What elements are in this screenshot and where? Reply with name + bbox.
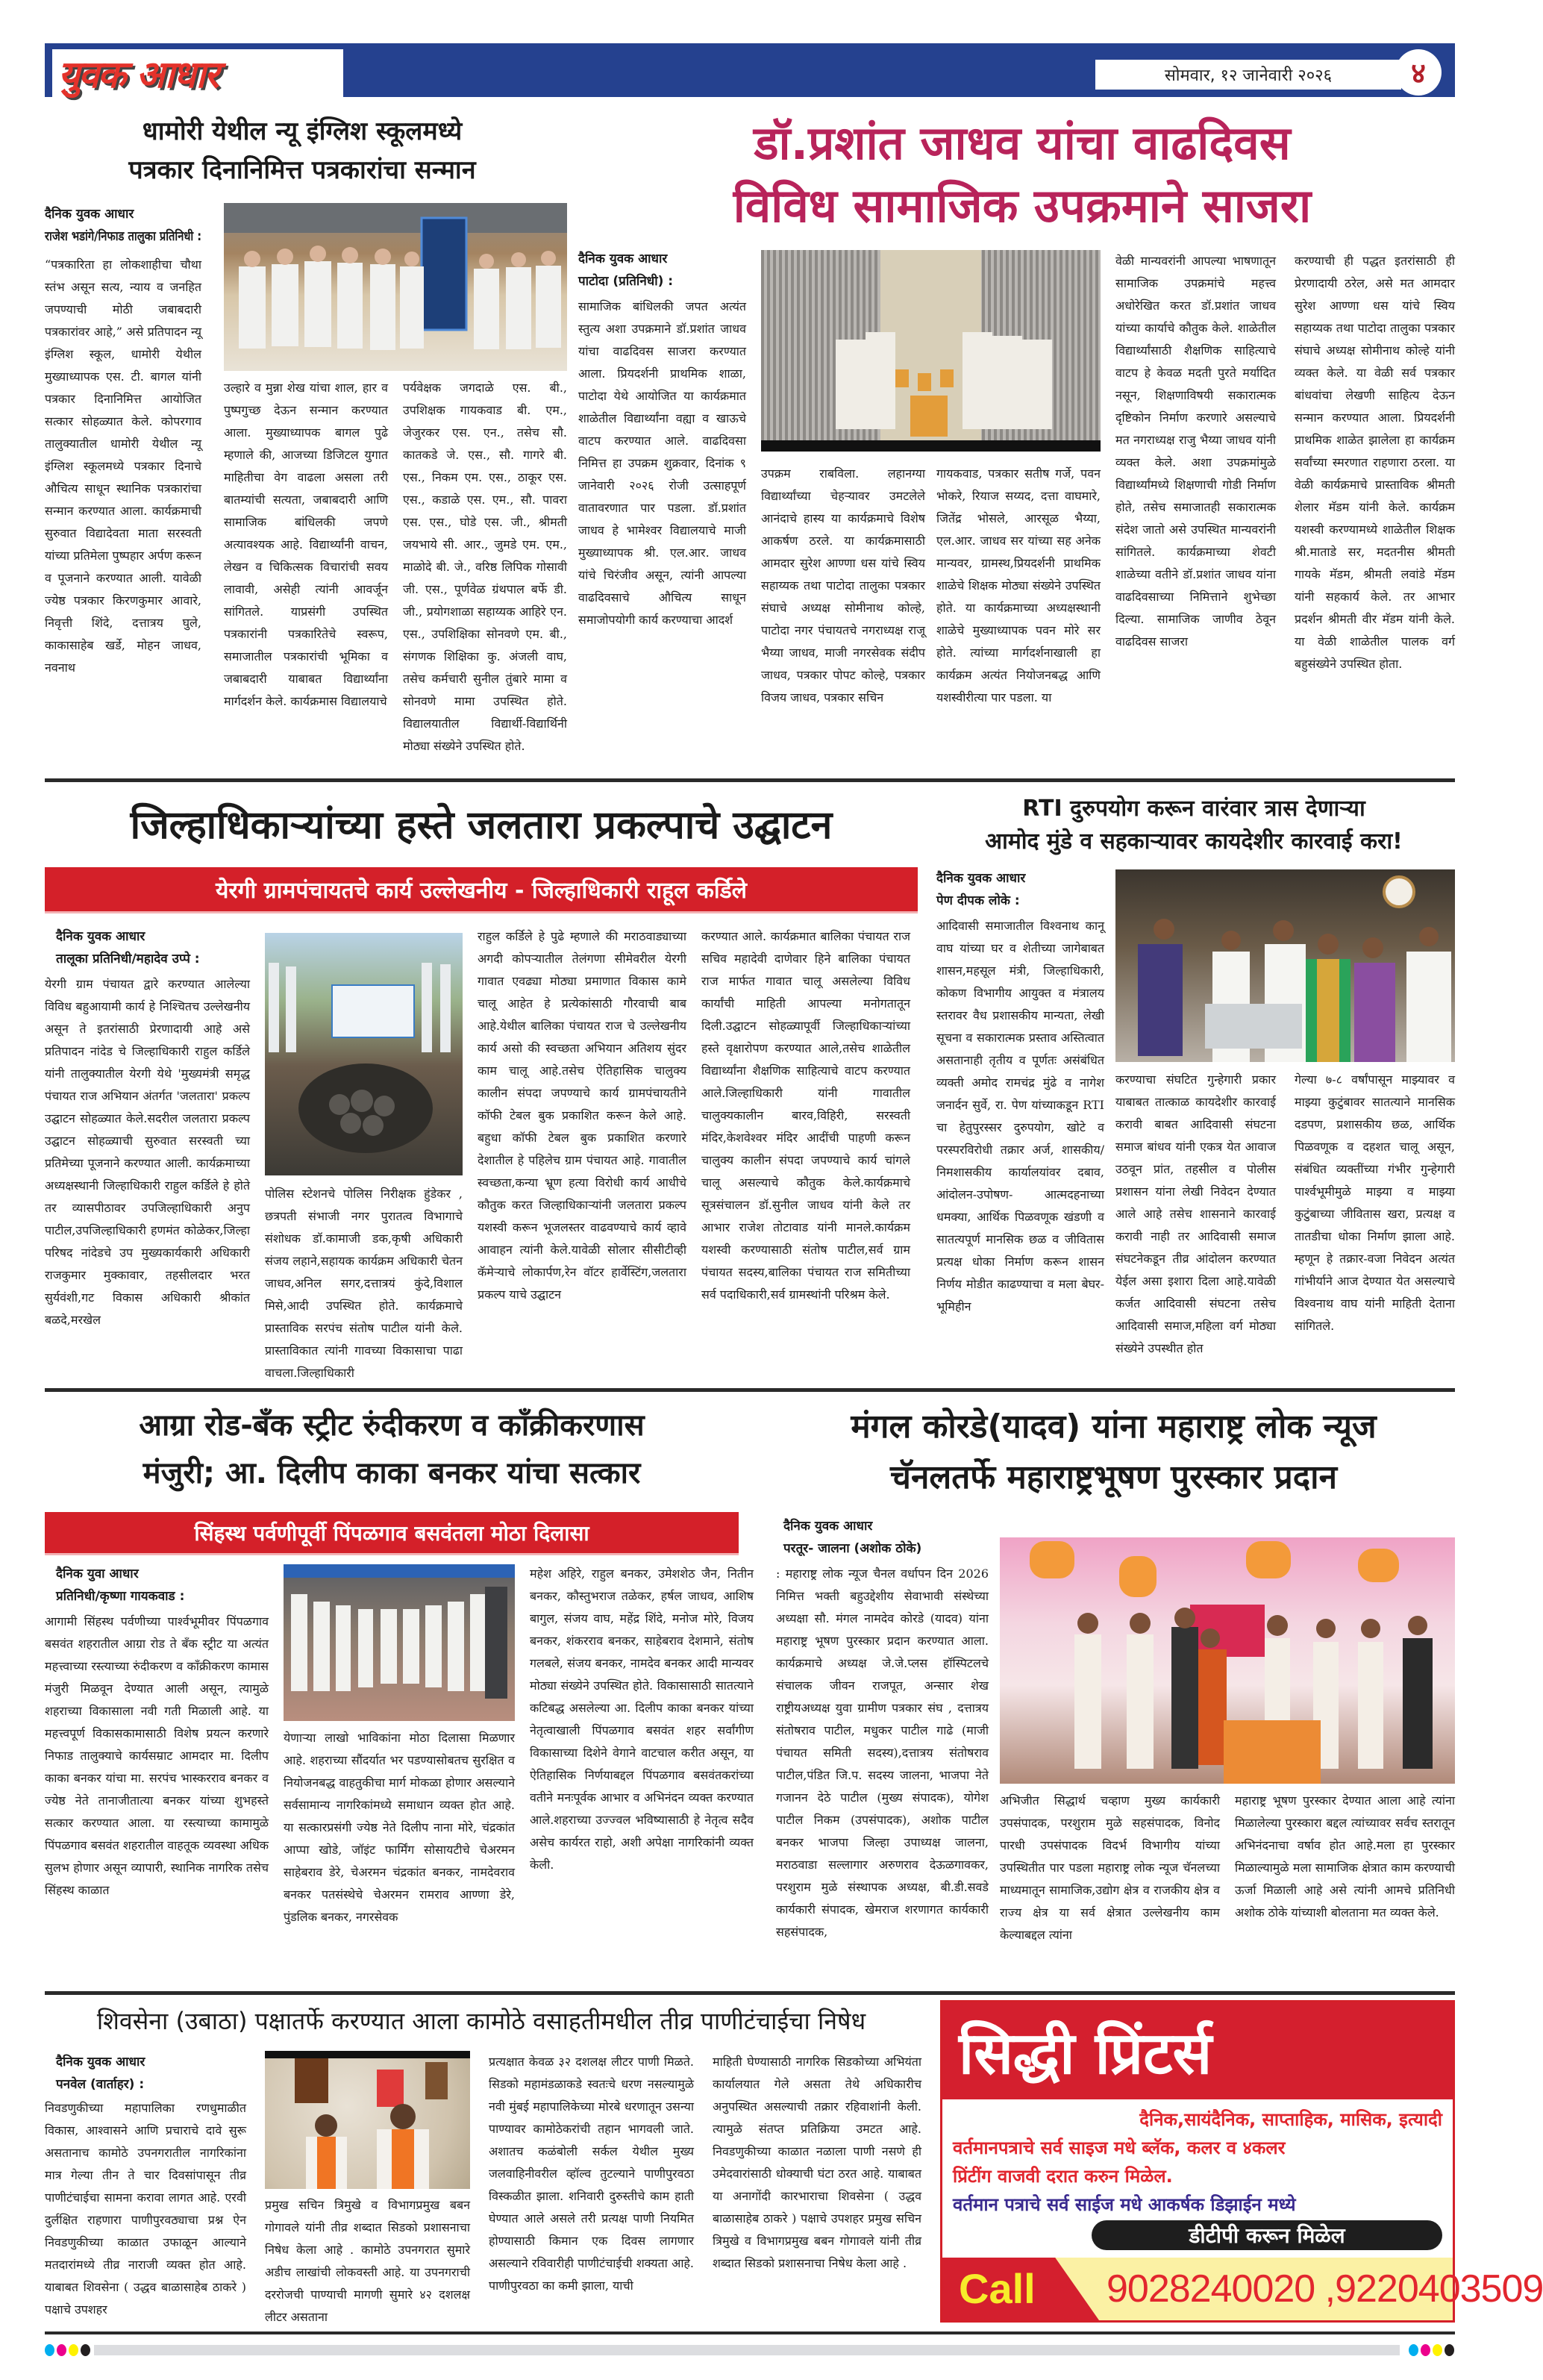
ad-line-3 [953, 2164, 1442, 2189]
article2-column-4: वेळी मान्यवरांनी आपल्या भाषणातून सामाजिक उपक्रमांचे महत्त्व अधोरेखित करत डॉ.प्रशांत जाधव यांच्या कार्याचे कौतुक केले. शाळेतील विद्यार्थ्यांसाठी शैक्षणिक साहित्याचे वाटप हे केवळ मदती पुरते मर्यादित नसून, शिक्षणाविषयी सकारात्मक दृष्टिकोन निर्माण करणारे असल्याचे मत नगराध्यक्ष राजु भैय्या जाधव यांनी व्यक्त केले. अशा उपक्रमांमुळे विद्यार्थ्यांमध्ये शिक्षणाची गोडी निर्माण होते, तसेच समाजातही सकारात्मक संदेश जातो असे उपस्थित मान्यवरांनी सांगितले. कार्यक्रमाच्या शेवटी शाळेच्या वतीने डॉ.प्रशांत जाधव यांना वाढदिवसाच्या निमित्ताने शुभेच्छा दिल्या. सामाजिक जाणीव ठेवून वाढदिवस साजरा [1115, 254, 1276, 649]
article1-column-2: उल्हारे व मुन्ना शेख यांचा शाल, हार व पुष्पगुच्छ देऊन सन्मान करण्यात आला. मुख्याध्यापक बागल पुढे म्हणाले की, आजच्या डिजिटल युगात माहितीचा वेग वाढला असला तरी बातम्यांची सत्यता, जबाबदारी आणि सामाजिक बांधिलकी जपणे अत्यावश्यक आहे. विद्यार्थ्यांनी वाचन, लेखन व चिकित्सक विचारांची सवय लावावी, असेही त्यांनी आवर्जून सांगितले. याप्रसंगी उपस्थित पत्रकारांनी पत्रकारितेचे स्वरूप, समाजातील पत्रकारांची भूमिका व जबाबदारी याबाबत विद्यार्थ्यांना मार्गदर्शन केले. कार्यक्रमास विद्यालयाचे [224, 381, 388, 708]
headline-line: विविध सामाजिक उपक्रमाने साजरा [733, 178, 1312, 233]
article5-headline [45, 1402, 739, 1503]
section-divider [45, 1388, 1455, 1392]
byline-reporter: पनवेल (वार्ताहर) : [56, 2077, 145, 2092]
article4-column-2: करण्याचा संघटित गुन्हेगारी प्रकार याबाबत तात्काळ कायदेशीर कारवाई करावी बाबत आदिवासी संघटना समाज बांधव यांनी एकत्र येत आवाज उठवून प्रांत, तहसील व पोलीस प्रशासन यांना लेखी निवेदन देण्यात आले आहे तसेच शासनाने कारवाई करावी नाही तर आदिवासी समाज संघटनेकडून तीव्र आंदोलन करण्यात येईल असा इशारा दिला आहे.यावेळी कर्जत आदिवासी संघटना तसेच आदिवासी समाज,महिला वर्ग मोठ्या संख्येने उपस्थीत होत [1115, 1072, 1276, 1355]
headline-line: आग्रा रोड-बँक स्ट्रीट रुंदीकरण व काँक्रीकरणास [139, 1408, 645, 1443]
article3-column-3: राहुल कर्डिले हे पुढे म्हणाले की मराठवाड्याच्या अगदी कोपऱ्यातील तेलंगणा सीमेवरील येरगी गावात एवढ्या मोठ्या प्रमाणात विकास कामे चालू आहेत हे प्रत्येकांसाठी गौरवाची बाब आहे.येथील बालिका पंचायत राज चे उल्लेखनीय कार्य असो की स्वच्छता अभियान अतिशय सुंदर काम चालू आहे.तसेच ऐतिहासिक चालुक्य कालीन संपदा जपण्याचे कार्य ग्रामपंचायतीने कॉफी टेबल बुक प्रकाशित करून केले आहे. बहुधा कॉफी टेबल बुक प्रकाशित करणारे देशातील हे पहिलेच ग्राम पंचायत आहे. गावातील स्वच्छता,कन्या भ्रूण हत्या विरोधी कार्य आधीचे कौतुक करत जिल्हाधिकाऱ्यांनी जलतारा प्रकल्प यशस्वी करून भूजलस्तर वाढवण्याचे कार्य व्हावे आवाहन त्यांनी केले.यावेळी सोलार सीसीटीव्ही कॅमेऱ्याचे लोकार्पण,रेन वॉटर हार्वेस्टिंग,जलतारा प्रकल्प याचे उद्घाटन [478, 929, 686, 1302]
newspaper-logo [52, 49, 343, 97]
article7-headline [45, 2002, 918, 2042]
article7-column-2: प्रमुख सचिन त्रिमुखे व विभागप्रमुख बबन गोगावले यांनी तीव्र शब्दात सिडको प्रशासनाचा निषेध केला आहे . कामोठे उपनगरात सुमारे अडीच लाखांची लोकवस्ती आहे. या उपनगराची दररोजची पाण्याची मागणी सुमारे ४२ दशलक्ष लीटर असताना [265, 2198, 470, 2324]
article2-column-3: गायकवाड, पत्रकार सतीष गर्जे, पवन भोकरे, रियाज सय्यद, दत्ता वाघमारे, जितेंद्र भोसले, आरसूळ भैय्या, एल.आर. जाधव सर यांच्या सह अनेक मान्यवर, ग्रामस्थ,प्रियदर्शनी प्राथमिक शाळेचे शिक्षक मोठ्या संख्येने उपस्थित होते. या कार्यक्रमाच्या अध्यक्षस्थानी शाळेचे मुख्याध्यापक पवन मोरे सर होते. त्यांच्या मार्गदर्शनाखाली हा कार्यक्रम अत्यंत नियोजनबद्ध आणि यशस्वीरीत्या पार पडला. या [936, 466, 1101, 705]
group-photo-icon [761, 250, 1101, 452]
ad-line-text: दैनिक,सायंदैनिक, साप्ताहिक, मासिक, इत्यादी [1139, 2109, 1442, 2130]
headline-line: मंगल कोरडे(यादव) यांना महाराष्ट्र लोक न्यूज [851, 1408, 1377, 1446]
byline-paper: दैनिक युवा आधार [56, 1567, 139, 1581]
section-divider [45, 1991, 1455, 1995]
article6-column-1: : महाराष्ट्र लोक न्यूज चैनल वर्धापन दिन 2026 निमित्त भक्ती बहुउद्देशीय सेवाभावी संस्थेच्या अध्यक्षा सौ. मंगल नामदेव कोरडे (यादव) यांना महाराष्ट्र भूषण पुरस्कार प्रदान करण्यात आला. कार्यक्रमाचे अध्यक्ष जे.जे.प्लस हॉस्पिटलचे संचालक जीवन राजपूत, अन्सार शेख राष्ट्रीयअध्यक्ष युवा ग्रामीण पत्रकार संघ , दत्तात्रय संतोषराव पाटील, मधुकर पाटील गाढे (माजी पंचायत समिती सदस्य),दत्तात्रय संतोषराव पाटील,पंडित जि.प. सदस्य जालना, भाजपा नेते गजानन देठे पाटील (मुख्य संपादक), योगेश पाटील निकम (उपसंपादक), अशोक पाटील बनकर भाजपा जिल्हा उपाध्यक्ष जालना, मराठवाडा सल्लागार अरुणराव देऊळगावकर, परशुराम मुळे संस्थापक अध्यक्ष, बी.डी.सवडे कार्यकारी संपादक, खेमराज शरणागत कार्यकारी सहसंपादक, [776, 1567, 989, 1939]
article1-column-1: “पत्रकारिता हा लोकशाहीचा चौथा स्तंभ असून सत्य, न्याय व जनहित जपण्याची मोठी जबाबदारी पत्रकारांवर आहे,” असे प्रतिपादन न्यू इंग्लिश स्कूल, धामोरी येथील मुख्याध्यापक एस. टी. बागल यांनी पत्रकार दिनानिमित्त आयोजित सत्कार सोहळ्यात केले. कोपरगाव तालुक्यातील धामोरी येथील न्यू इंग्लिश स्कूलमध्ये पत्रकार दिनाचे औचित्य साधून स्थानिक पत्रकारांचा सन्मान करण्यात आला. कार्यक्रमाची सुरुवात विद्यादेवता माता सरस्वती यांच्या प्रतिमेला पुष्पहार अर्पण करून व पूजनाने करण्यात आली. यावेळी ज्येष्ठ पत्रकार किरणकुमार आवारे, निवृत्ती शिंदे, दत्तात्रय घुले, काकासाहेब खर्डे, मोहन जाधव, नवनाथ [45, 257, 201, 675]
article4-byline [936, 867, 1104, 912]
article7-column-4: माहिती घेण्यासाठी नागरिक सिडकोच्या अभियंता कार्यालयात गेले असता तेथे अधिकारीच अनुपस्थित असल्याची तक्रार रहिवाशांनी केली. त्यामुळे संतप्त प्रतिक्रिया उमटत आहे. निवडणुकीच्या काळात नळाला पाणी नसणे ही उमेदवारांसाठी धोक्याची घंटा ठरत आहे. याबाबत या अनागोंदी कारभाराचा शिवसेना ( उद्धव बाळासाहेब ठाकरे ) पक्षाचे उपशहर प्रमुख सचिन त्रिमुखे व विभागप्रमुख बबन गोगावले यांनी तीव्र शब्दात सिडको प्रशासनाचा निषेध केला आहे . [713, 2055, 921, 2270]
masthead [45, 43, 1455, 97]
group-photo-icon [265, 933, 463, 1175]
registration-dot-magenta [57, 2344, 66, 2356]
registration-dot-yellow [1433, 2344, 1442, 2356]
article5-column-1: आगामी सिंहस्थ पर्वणीच्या पार्श्वभूमीवर पिंपळगाव बसवंत शहरातील आग्रा रोड ते बँक स्ट्रीट या अत्यंत महत्त्वाच्या रस्त्याच्या रुंदीकरण व काँक्रीकरण कामास मंजुरी मिळवून देण्यात आली असून, त्यामुळे शहराच्या विकासाला नवी गती मिळाली आहे. या महत्त्वपूर्ण विकासकामासाठी विशेष प्रयत्न करणारे निफाड तालुक्याचे कार्यसम्राट आमदार मा. दिलीप काका बनकर यांचा मा. सरपंच भास्करराव बनकर व ज्येष्ठ नेते तानाजीतात्या बनकर यांच्या शुभहस्ते सत्कार करण्यात आला. या रस्त्याच्या कामामुळे पिंपळगाव बसवंत शहरातील वाहतूक व्यवस्था अधिक सुलभ होणार असून व्यापारी, स्थानिक नागरिक तसेच सिंहस्थ काळात [45, 1614, 269, 1897]
article3-banner [45, 867, 918, 913]
article4-photo [1115, 869, 1455, 1062]
article3-column-2: पोलिस स्टेशनचे पोलिस निरीक्षक हुंडेकर , छत्रपती संभाजी नगर पुरातत्व विभागाचे संशोधक डॉ.कामाजी डक,कृषी अधिकारी संजय लहाने,सहायक कार्यक्रम अधिकारी चेतन जाधव,अनिल सगर,दत्तात्रयं कुंदे,विशाल मिसे,आदी उपस्थित होते. कार्यक्रमाचे प्रास्ताविक सरपंच संतोष पाटील यांनी केले. प्रास्ताविकात त्यांनी गावच्या विकासाचा पाढा वाचला.जिल्हाधिकारी [265, 1187, 463, 1380]
registration-dot-cyan [45, 2344, 54, 2356]
article1-photo [224, 203, 567, 371]
article7-photo [265, 2051, 470, 2189]
article6-byline [783, 1515, 985, 1560]
registration-dot-black [81, 2344, 90, 2356]
headline-line: डॉ.प्रशांत जाधव यांचा वाढदिवस [754, 116, 1291, 170]
banner-text: सिंहस्थ पर्वणीपूर्वी पिंपळगाव बसवंतला मोठा दिलासा [194, 1520, 589, 1546]
byline-paper: दैनिक युवक आधार [56, 2055, 145, 2070]
article4-column-1: आदिवासी समाजातील विश्वनाथ कानू वाघ यांच्या घर व शेतीच्या जागेबाबत शासन,महसूल मंत्री, जिल्हाधिकारी, कोकण विभागीय आयुक्त व मंत्रालय स्तरावर वैध प्रशासकीय मान्यता, लेखी सूचना व सकारात्मक प्रस्ताव अस्तित्वात असतानाही तृतीय व पूर्णतः असंबंधित व्यक्ती अमोद रामचंद्र मुंढे व नागेश जनार्दन सुर्वे, रा. पेण यांच्याकडून RTI चा हेतुपुरस्सर दुरुपयोग, खोटे व परस्परविरोधी तक्रार अर्ज, शासकीय/निमशासकीय कार्यालयांवर दबाव, आंदोलन-उपोषण- आत्मदहनाच्या धमक्या, आर्थिक पिळवणूक खंडणी व सातत्यपूर्ण मानसिक छळ व जीवितास प्रत्यक्ष धोका निर्माण करून शासन निर्णय मोडीत काढण्याचा व मला बेघर-भूमिहीन [936, 919, 1104, 1314]
article5-column-3: महेश अहिरे, राहुल बनकर, उमेशशेठ जैन, नितीन बनकर, कौस्तुभराज तळेकर, हर्षल जाधव, आशिष बागुल, संजय वाघ, महेंद्र शिंदे, मनोज मोरे, विजय बनकर, शंकरराव बनकर, साहेबराव देशमाने, संतोष गलबले, संजय बनकर, नामदेव बनकर आदी मान्यवर मोठ्या संख्येने उपस्थित होते. विकासासाठी सातत्याने कटिबद्ध असलेल्या आ. दिलीप काका बनकर यांच्या नेतृत्वाखाली पिंपळगाव बसवंत शहर सर्वांगीण विकासाच्या दिशेने वेगाने वाटचाल करीत असून, या ऐतिहासिक निर्णयाबद्दल पिंपळगाव बसवंतकरांच्या वतीने मनःपूर्वक आभार व अभिनंदन व्यक्त करण्यात आले.शहराच्या उज्ज्वल भविष्यासाठी हे नेतृत्व सदैव असेच कार्यरत राहो, अशी अपेक्षा नागरिकांनी व्यक्त केली. [530, 1567, 754, 1872]
byline-paper: दैनिक युवक आधार [783, 1519, 873, 1534]
group-photo-icon [284, 1564, 515, 1721]
article7-byline [56, 2051, 246, 2096]
article2-byline [578, 248, 746, 293]
footer-rule [45, 2331, 1455, 2334]
ad-line-4 [953, 2192, 1442, 2217]
article1-headline [45, 112, 560, 194]
ad-dtp-pill: डीटीपी करून मिळेल [1092, 2220, 1442, 2250]
byline-paper: दैनिक युवक आधार [45, 207, 134, 222]
byline-paper: दैनिक युवक आधार [56, 929, 145, 944]
article7-column-3: प्रत्यक्षात केवळ ३२ दशलक्ष लीटर पाणी मिळते. सिडको महामंडळाकडे स्वतःचे धरण नसल्यामुळे नवी मुंबई महापालिकेच्या मोरबे धरणातून उसन्या पाण्यावर कामोठेकरांची तहान भागवली जाते. अशातच कळंबोली सर्कल येथील मुख्य जलवाहिनीवरील व्हॉल्व तुटल्याने पाणीपुरवठा विस्कळीत झाला. शनिवारी दुरुस्तीचे काम हाती घेण्यात आले असले तरी प्रत्यक्ष पाणी नियमित होण्यासाठी किमान एक दिवस लागणार असल्याने रविवारीही पाणीटंचाईची शक्यता आहे. पाणीपुरवठा का कमी झाला, याची [489, 2055, 694, 2293]
ad-phone-numbers[interactable]: 9028240020 ,9220403509 [1107, 2267, 1543, 2311]
byline-reporter: पेण दीपक लोके : [936, 893, 1020, 908]
byline-reporter: तालूका प्रतिनिधी/महादेव उप्पे : [56, 952, 200, 966]
section-divider [45, 778, 1455, 782]
article7-column-1: निवडणुकीच्या महापालिका रणधुमाळीत विकास, आश्वासने आणि प्रचाराचे दावे सुरू असतानाच कामोठे उपनगरातील नागरिकांना मात्र गेल्या तीन ते चार दिवसांपासून तीव्र पाणीटंचाईचा सामना करावा लागत आहे. एरवी दुर्लक्षित राहणारा पाणीपुरवठ्याचा प्रश्न ऐन निवडणुकीच्या काळात उफाळून आल्याने मतदारांमध्ये तीव्र नाराजी व्यक्त होत आहे. याबाबत शिवसेना ( उद्धव बाळासाहेब ठाकरे ) पक्षाचे उपशहर [45, 2101, 246, 2317]
ad-line-text: प्रिंटींग वाजवी दरात करुन मिळेल. [953, 2166, 1173, 2187]
headline-line: धामोरी येथील न्यू इंग्लिश स्कूलमध्ये [142, 116, 463, 146]
article6-headline [772, 1402, 1455, 1506]
ad-line-text: वर्तमान पत्राचे सर्व साईज मधे आकर्षक डिझाईन मध्ये [953, 2194, 1296, 2215]
registration-dot-cyan [1409, 2344, 1418, 2356]
article5-column-2: येणाऱ्या लाखो भाविकांना मोठा दिलासा मिळणार आहे. शहराच्या सौंदर्यात भर पडण्यासोबतच सुरक्षित व नियोजनबद्ध वाहतुकीचा मार्ग मोकळा होणार असल्याने सर्वसामान्य नागरिकांमध्ये समाधान व्यक्त होत आहे. या सत्कारप्रसंगी ज्येष्ठ नेते दिलीप नाना मोरे, चंद्रकांत आप्पा खोडे, जॉइंट फार्मिंग सोसायटीचे चेअरमन साहेबराव डेरे, चेअरमन चंद्रकांत बनकर, नामदेवराव बनकर पतसंस्थेचे चेअरमन रामराव आण्णा डेरे, पुंडलिक बनकर, नगरसेवक [284, 1731, 515, 1924]
article2-column-2: उपक्रम राबविला. लहानग्या विद्यार्थ्यांच्या चेहऱ्यावर उमटलेले आनंदाचे हास्य या कार्यक्रमाचे विशेष आकर्षण ठरले. या कार्यक्रमासाठी आमदार सुरेश आण्णा धस यांचे स्विय सहाय्यक तथा पाटोदा तालुका पत्रकार संघाचे अध्यक्ष सोमीनाथ कोल्हे, पाटोदा नगर पंचायतचे नगराध्यक्ष राजू भैय्या जाधव, माजी नगरसेवक संदीप जाधव, पत्रकार पोपट कोल्हे, पत्रकार विजय जाधव, पत्रकार सचिन [761, 466, 925, 705]
byline-paper: दैनिक युवक आधार [578, 252, 668, 266]
page-number: ४ [1395, 49, 1442, 96]
byline-reporter: प्रतिनिधी/कृष्णा गायकवाड : [56, 1589, 185, 1604]
article2-column-5: करण्याची ही पद्धत इतरांसाठी ही प्रेरणादायी ठरेल, असे मत आमदार सुरेश आण्णा धस यांचे स्विय सहाय्यक तथा पाटोदा तालुका पत्रकार संघाचे अध्यक्ष सोमीनाथ कोल्हे यांनी व्यक्त केले. या वेळी सर्व पत्रकार बांधवांचा लेखणी साहित्य देऊन सन्मान करण्यात आला. प्रियदर्शनी प्राथमिक शाळेत झालेला हा कार्यक्रम सर्वांच्या स्मरणात राहणारा ठरला. या वेळी कार्यक्रमाचे प्रास्ताविक श्रीमती शेलार मॅडम यांनी केले. कार्यक्रम यशस्वी करण्यामध्ये शाळेतील शिक्षक श्री.माताडे सर, मदतनीस श्रीमती गायके मॅडम, श्रीमती लवांडे मॅडम यांनी सहकार्य केले. तर आभार प्रदर्शन श्रीमती वीर मॅडम यांनी केले. या वेळी शाळेतील पालक वर्ग बहुसंख्येने उपस्थित होता. [1295, 254, 1455, 671]
article5-photo [284, 1564, 515, 1721]
ad-line-text: वर्तमानपत्राचे सर्व साइज मधे ब्लॅक, कलर व ४कलर [953, 2137, 1286, 2158]
article3-column-1: येरगी ग्राम पंचायत द्वारे करण्यात आलेल्या विविध बहुआयामी कार्य हे निश्चितच उल्लेखनीय असून ते इतरांसाठी प्रेरणादायी आहे असे प्रतिपादन नांदेड चे जिल्हाधिकारी राहुल कर्डिले यांनी तालुक्यातील येरगी येथे 'मुख्यमंत्री समृद्ध पंचायत राज अभियान अंतर्गत 'जलतारा' प्रकल्प उद्घाटन सोहळ्यात केले.सदरील जलतारा प्रकल्प उद्घाटन सोहळ्याची सुरुवात सरस्वती च्या प्रतिमेच्या पूजनाने करण्यात आली. कार्यक्रमाच्या अध्यक्षस्थानी जिल्हाधिकारी राहुल कर्डिले हे होते तर व्यासपीठावर उपजिल्हाधिकारी अनुप पाटील,उपजिल्हाधिकारी हणमंत कोळेकर,जिल्हा परिषद नांदेडचे उप मुख्यकार्यकारी अधिकारी राजकुमार मुक्कावार, तहसीलदार भरत सुर्यवंशी,गट विकास अधिकारी श्रीकांत बळदे,मरखेल [45, 977, 250, 1327]
byline-reporter: परतूर- जालना (अशोक ठोके) [783, 1541, 922, 1556]
article2-photo [761, 250, 1101, 452]
issue-date: सोमवार, १२ जानेवारी २०२६ [1095, 60, 1401, 90]
award-ceremony-photo-icon [1000, 1537, 1455, 1784]
article2-headline [589, 112, 1455, 239]
article3-column-4: करण्यात आले. कार्यक्रमात बालिका पंचायत राज सचिव महादेवी दाणेवार हिने बालिका पंचायत राज मार्फत गावात चालू असलेल्या विविध कार्यांची माहिती आपल्या मनोगतातून दिली.उद्घाटन सोहळ्यापूर्वी जिल्हाधिकाऱ्यांच्या हस्ते वृक्षारोपण करण्यात आले,तसेच शाळेतील विद्यार्थ्यांना शैक्षणिक साहित्याचे वाटप करण्यात आले.जिल्हाधिकारी यांनी गावातील चालुक्यकालीन बारव,विहिरी, सरस्वती मंदिर,केशवेश्वर मंदिर आदींची पाहणी करून चालुक्य कालीन संपदा जपण्याचे कार्य चांगले चालू असल्याचे कौतुक केले.कार्यक्रमाचे सूत्रसंचालन डॉ.सुनील जाधव यांनी केले तर आभार राजेश तोटावाड यांनी मानले.कार्यक्रम यशस्वी करण्यासाठी संतोष पाटील,सर्व ग्राम पंचायत सदस्य,बालिका पंचायत राज समितीच्या सर्व पदाधिकारी,सर्व ग्रामस्थांनी परिश्रम केले. [701, 929, 910, 1302]
logo-text: युवक आधार [58, 53, 218, 96]
byline-paper: दैनिक युवक आधार [936, 871, 1026, 886]
group-photo-icon [224, 203, 567, 371]
headline-line: पत्रकार दिनानिमित्त पत्रकारांचा सन्मान [128, 155, 476, 185]
article3-photo [265, 933, 463, 1175]
article1-byline [45, 203, 201, 248]
ad-line-1 [953, 2107, 1442, 2132]
headline-line: जिल्हाधिकाऱ्यांच्या हस्ते जलतारा प्रकल्पाचे उद्घाटन [130, 803, 833, 848]
phone-call-label: Call [959, 2265, 1036, 2312]
banner-text: येरगी ग्रामपंचायतचे कार्य उल्लेखनीय - जिल्हाधिकारी राहूल कर्डिले [215, 878, 748, 904]
article5-banner [45, 1512, 739, 1555]
headline-line: RTI दुरुपयोग करून वारंवार त्रास देणाऱ्या [1022, 796, 1365, 822]
press-meet-photo-icon [265, 2051, 470, 2189]
siddhi-printers-ad[interactable] [940, 2000, 1543, 2323]
article4-column-3: गेल्या ७-८ वर्षांपासून माझ्यावर व माझ्या कुटुंबावर सातत्याने मानसिक दडपण, प्रशासकीय छळ, आर्थिक पिळवणूक व दहशत चालू असून, संबंधित व्यक्तींच्या गंभीर गुन्हेगारी पार्श्वभूमीमुळे माझ्या व माझ्या कुटुंबाच्या जीवितास खरा, प्रत्यक्ष व तातडीचा धोका निर्माण झाला आहे. म्हणून हे तक्रार-वजा निवेदन अत्यंत गांभीर्याने आज देण्यात येत असल्याचे विश्वनाथ वाघ यांनी माहिती देताना सांगितले. [1295, 1072, 1455, 1333]
ad-line-2 [953, 2135, 1442, 2161]
article1-column-3: पर्यवेक्षक जगदाळे एस. बी., उपशिक्षक गायकवाड बी. एम., जेजुरकर एस. एन., तसेच सौ. कातकडे जे. एस., सौ. गागरे बी. एस., निकम एम. एस., ठाकूर एस. एस., कडाळे एस. एम., सौ. पावरा एस. एस., घोडे एस. जी., श्रीमती जयभाये सी. आर., जुमडे एम. एम., माळोदे बी. जे., वरिष्ठ लिपिक गोसावी जी. एस., पूर्णवेळ ग्रंथपाल बर्फे डी. जी., प्रयोगशाळा सहाय्यक आहिरे एन. एस., उपशिक्षिका सोनवणे एम. बी., संगणक शिक्षिका कु. अंजली वाघ, तसेच कर्मचारी सुनील तुंबारे मामा व सोनवणे मामा उपस्थित होते. विद्यालयातील विद्यार्थी-विद्यार्थिनी मोठ्या संख्येने उपस्थित होते. [403, 381, 567, 753]
ad-title: सिद्धी प्रिंटर्स [942, 2002, 1453, 2099]
article3-headline [45, 797, 918, 857]
byline-reporter: राजेश भडांगे/निफाड तालुका प्रतिनिधी : [45, 229, 202, 244]
footer-bar [94, 2345, 1400, 2355]
article5-byline [56, 1563, 269, 1608]
article6-photo [1000, 1537, 1455, 1784]
group-photo-icon [1115, 869, 1455, 1062]
headline-line: आमोद मुंडे व सहकाऱ्यावर कायदेशीर कारवाई करा! [985, 828, 1403, 855]
headline-line: मंजुरी; आ. दिलीप काका बनकर यांचा सत्कार [143, 1456, 641, 1490]
article2-column-1: सामाजिक बांधिलकी जपत अत्यंत स्तुत्य अशा उपक्रमाने डॉ.प्रशांत जाधव यांचा वाढदिवस साजरा करण्यात आला. प्रियदर्शनी प्राथमिक शाळा, पाटोदा येथे आयोजित या कार्यक्रमात शाळेतील विद्यार्थ्यांना वह्या व खाऊचे वाटप करण्यात आले. वाढदिवसा निमित्त हा उपक्रम शुक्रवार, दिनांक ९ जानेवारी २०२६ रोजी उत्साहपूर्ण वातावरणात पार पडला. डॉ.प्रशांत जाधव हे भामेश्वर विद्यालयाचे माजी मुख्याध्यापक श्री. एल.आर. जाधव यांचे चिरंजीव असून, त्यांनी आपल्या वाढदिवसाचे औचित्य साधून समाजोपयोगी कार्य करण्याचा आदर्श [578, 299, 746, 627]
registration-dot-black [1445, 2344, 1454, 2356]
byline-reporter: पाटोदा (प्रतिनिधी) : [578, 274, 674, 289]
article4-headline [933, 793, 1455, 860]
article6-column-2: अभिजीत सिद्धार्थ चव्हाण मुख्य कार्यकारी उपसंपादक, परशुराम मुळे सहसंपादक, विनोद पारधी उपसंपादक विदर्भ विभागीय यांच्या उपस्थितीत पार पडला महाराष्ट्र लोक न्यूज चॅनलच्या माध्यमातून सामाजिक,उद्योग क्षेत्र व राजकीय क्षेत्र व राज्य क्षेत्र या सर्व क्षेत्रात उल्लेखनीय काम केल्याबद्दल त्यांना [1000, 1793, 1220, 1942]
headline-line: शिवसेना (उबाठा) पक्षातर्फे करण्यात आला कामोठे वसाहतीमधील तीव्र पाणीटंचाईचा निषेध [96, 2007, 866, 2035]
headline-line: चॅनलतर्फे महाराष्ट्रभूषण पुरस्कार प्रदान [890, 1458, 1337, 1496]
article3-byline [56, 925, 250, 970]
article6-column-3: महाराष्ट्र भूषण पुरस्कार देण्यात आला आहे त्यांना मिळालेल्या पुरस्कारा बद्दल त्यांच्यावर सर्वच स्तरातून अभिनंदनाचा वर्षाव होत आहे.मला हा पुरस्कार मिळाल्यामुळे मला सामाजिक क्षेत्रात काम करण्याची ऊर्जा मिळाली आहे असे त्यांनी आमचे प्रतिनिधी अशोक ठोके यांच्याशी बोलताना मत व्यक्त केले. [1235, 1793, 1455, 1920]
registration-dot-magenta [1421, 2344, 1430, 2356]
registration-dot-yellow [69, 2344, 78, 2356]
